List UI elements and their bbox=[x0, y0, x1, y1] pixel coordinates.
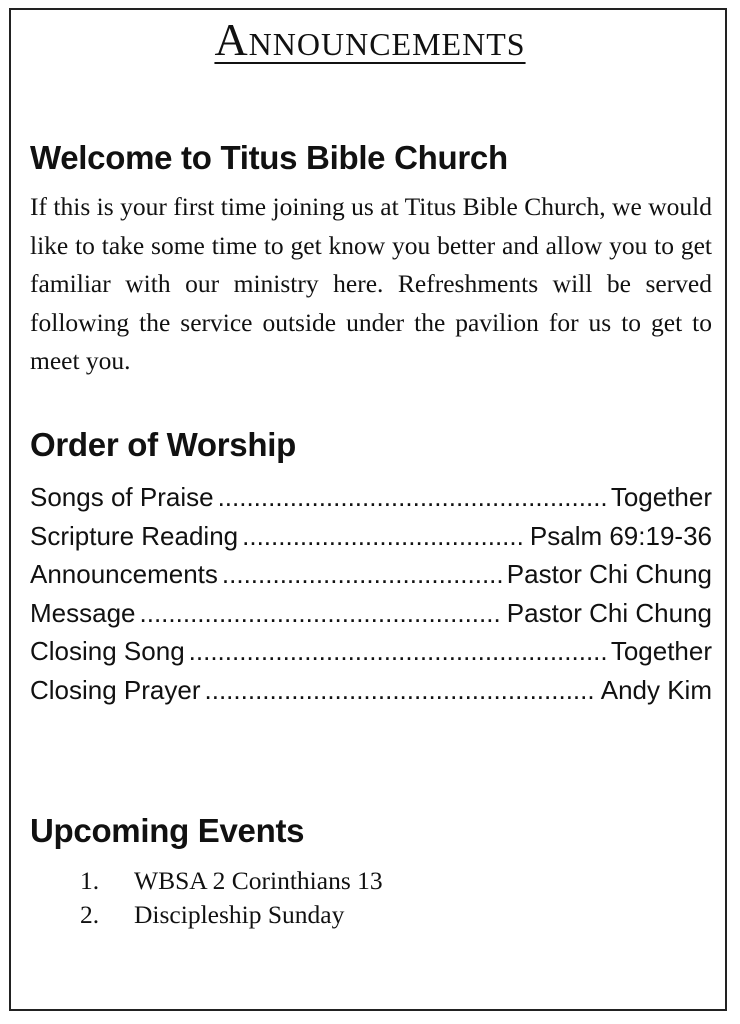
worship-heading: Order of Worship bbox=[30, 426, 296, 463]
dot-leader bbox=[140, 594, 503, 633]
dot-leader bbox=[189, 632, 607, 671]
event-number: 1. bbox=[80, 866, 100, 895]
worship-item: Closing Prayer bbox=[30, 674, 201, 705]
worship-leader: Together bbox=[610, 636, 712, 667]
order-of-worship-list bbox=[30, 478, 712, 710]
event-number: 2. bbox=[80, 899, 100, 929]
worship-row bbox=[30, 478, 712, 517]
page-title-text: Announcements bbox=[214, 14, 526, 65]
dot-leader bbox=[205, 671, 597, 710]
worship-item: Songs of Praise bbox=[30, 482, 214, 512]
worship-row bbox=[30, 632, 712, 671]
worship-item: Closing Song bbox=[30, 636, 185, 667]
worship-item: Announcements bbox=[30, 559, 218, 590]
events-heading: Upcoming Events bbox=[30, 812, 305, 849]
worship-row bbox=[30, 555, 712, 594]
list-item bbox=[80, 864, 383, 898]
worship-row bbox=[30, 671, 712, 710]
dot-leader bbox=[218, 478, 607, 517]
welcome-paragraph: If this is your first time joining us at Titus Bible Church, we would like to take some time to get know you better and allow you to get familiar with our ministry here. Refreshments will be served following the service outside under the pavilion for us to get to meet you. bbox=[30, 192, 712, 375]
worship-row bbox=[30, 594, 712, 633]
worship-item: Scripture Reading bbox=[30, 520, 239, 551]
dot-leader bbox=[222, 555, 503, 594]
worship-leader: Andy Kim bbox=[600, 674, 712, 705]
worship-leader: Pastor Chi Chung bbox=[506, 559, 712, 590]
worship-leader: Pastor Chi Chung bbox=[506, 597, 712, 628]
welcome-heading: Welcome to Titus Bible Church bbox=[30, 139, 508, 176]
dot-leader bbox=[242, 517, 526, 556]
event-text: Discipleship Sunday bbox=[134, 899, 345, 929]
event-text: WBSA 2 Corinthians 13 bbox=[134, 866, 383, 895]
worship-item: Message bbox=[30, 597, 136, 628]
worship-leader: Together bbox=[610, 482, 712, 512]
upcoming-events-list bbox=[80, 864, 383, 931]
worship-row bbox=[30, 517, 712, 556]
list-item bbox=[80, 898, 383, 932]
page-title bbox=[0, 14, 740, 65]
worship-leader: Psalm 69:19-36 bbox=[529, 520, 712, 551]
